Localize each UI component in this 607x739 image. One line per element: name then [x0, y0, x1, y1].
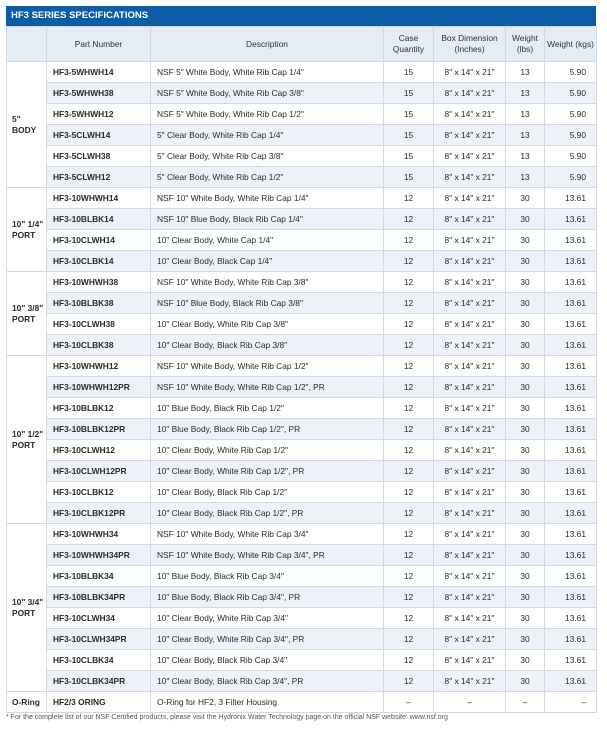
case-quantity-cell: 12: [384, 461, 434, 482]
part-number-cell: HF3-10CLWH12PR: [47, 461, 151, 482]
description-cell: 10" Clear Body, Black Rib Cap 3/4": [151, 650, 384, 671]
table-row: [7, 524, 597, 545]
part-number-cell: HF3-10CLBK14: [47, 251, 151, 272]
description-cell: NSF 10" Blue Body, Black Rib Cap 3/8": [151, 293, 384, 314]
weight-kgs-cell: 13.61: [545, 440, 597, 461]
table-row: [7, 608, 597, 629]
box-dimension-cell: 8" x 14" x 21": [434, 335, 506, 356]
case-quantity-cell: 12: [384, 503, 434, 524]
description-cell: 10" Clear Body, Black Rib Cap 1/2": [151, 482, 384, 503]
weight-lbs-cell: 30: [506, 650, 545, 671]
case-quantity-cell: 12: [384, 377, 434, 398]
weight-kgs-cell: 13.61: [545, 398, 597, 419]
part-number-cell: HF3-10BLBK34: [47, 566, 151, 587]
part-number-cell: HF3-10BLBK12PR: [47, 419, 151, 440]
table-row: [7, 482, 597, 503]
weight-kgs-cell: 13.61: [545, 419, 597, 440]
part-number-cell: HF3-10BLBK14: [47, 209, 151, 230]
part-number-cell: HF3-5CLWH12: [47, 167, 151, 188]
table-row: [7, 356, 597, 377]
weight-kgs-cell: 13.61: [545, 587, 597, 608]
case-quantity-cell: 12: [384, 482, 434, 503]
table-row: [7, 293, 597, 314]
description-cell: 10" Blue Body, Black Rib Cap 1/2", PR: [151, 419, 384, 440]
table-row: [7, 209, 597, 230]
case-quantity-cell: 15: [384, 146, 434, 167]
description-cell: 10" Clear Body, White Rib Cap 1/2", PR: [151, 461, 384, 482]
case-quantity-cell: 12: [384, 524, 434, 545]
part-number-cell: HF3-5CLWH38: [47, 146, 151, 167]
table-row: [7, 503, 597, 524]
weight-lbs-cell: 30: [506, 566, 545, 587]
weight-lbs-cell: 30: [506, 629, 545, 650]
weight-kgs-cell: 13.61: [545, 335, 597, 356]
weight-kgs-cell: 13.61: [545, 608, 597, 629]
description-cell: 10" Clear Body, Black Rib Cap 3/4", PR: [151, 671, 384, 692]
description-cell: 10" Clear Body, White Rib Cap 1/2": [151, 440, 384, 461]
part-number-cell: HF3-5CLWH14: [47, 125, 151, 146]
box-dimension-cell: 8" x 14" x 21": [434, 650, 506, 671]
weight-kgs-cell: 13.61: [545, 272, 597, 293]
table-row: [7, 335, 597, 356]
weight-lbs-cell: 13: [506, 83, 545, 104]
weight-lbs-cell: 30: [506, 377, 545, 398]
weight-kgs-cell: 13.61: [545, 209, 597, 230]
weight-kgs-cell: 13.61: [545, 377, 597, 398]
group-label: 10" 1/2" PORT: [7, 356, 47, 524]
table-row: [7, 62, 597, 83]
box-dimension-cell: 8" x 14" x 21": [434, 167, 506, 188]
box-dimension-cell: 8" x 14" x 21": [434, 398, 506, 419]
description-cell: 5" Clear Body, White Rib Cap 3/8": [151, 146, 384, 167]
box-dimension-cell: 8" x 14" x 21": [434, 524, 506, 545]
description-cell: 10" Clear Body, White Rib Cap 3/4", PR: [151, 629, 384, 650]
header-weight-lbs: Weight (lbs): [506, 27, 545, 62]
part-number-cell: HF3-5WHWH12: [47, 104, 151, 125]
header-group: [7, 27, 47, 62]
header-part-number: Part Number: [47, 27, 151, 62]
description-cell: NSF 5" White Body, White Rib Cap 3/8": [151, 83, 384, 104]
box-dimension-cell: 8" x 14" x 21": [434, 188, 506, 209]
weight-kgs-cell: 13.61: [545, 545, 597, 566]
weight-lbs-cell: 30: [506, 419, 545, 440]
weight-kgs-cell: 13.61: [545, 524, 597, 545]
weight-lbs-cell: 13: [506, 62, 545, 83]
case-quantity-cell: 12: [384, 671, 434, 692]
footnote: * For the complete list of our NSF Certified products, please visit the Hydronix Water Technology page on the official NSF website: www.nsf.org: [6, 714, 448, 721]
case-quantity-cell: 12: [384, 545, 434, 566]
group-label: 10" 1/4" PORT: [7, 188, 47, 272]
part-number-cell: HF3-5WHWH38: [47, 83, 151, 104]
box-dimension-cell: 8" x 14" x 21": [434, 314, 506, 335]
description-cell: NSF 10" White Body, White Rib Cap 1/2": [151, 356, 384, 377]
description-cell: 5" Clear Body, White Rib Cap 1/2": [151, 167, 384, 188]
case-quantity-cell: 12: [384, 356, 434, 377]
description-cell: NSF 10" Blue Body, Black Rib Cap 1/4": [151, 209, 384, 230]
table-row: [7, 146, 597, 167]
weight-lbs-cell: 30: [506, 440, 545, 461]
group-label: 10" 3/4" PORT: [7, 524, 47, 692]
header-case-quantity: Case Quantity: [384, 27, 434, 62]
description-cell: 10" Clear Body, White Rib Cap 3/4": [151, 608, 384, 629]
weight-lbs-cell: 30: [506, 482, 545, 503]
table-row: [7, 419, 597, 440]
table-row: [7, 566, 597, 587]
part-number-cell: HF3-10BLBK34PR: [47, 587, 151, 608]
part-number-cell: HF3-10WHWH12: [47, 356, 151, 377]
weight-lbs-cell: 30: [506, 587, 545, 608]
description-cell: 10" Clear Body, Black Rib Cap 1/2", PR: [151, 503, 384, 524]
table-row: [7, 545, 597, 566]
weight-lbs-cell: 30: [506, 524, 545, 545]
table-row: [7, 650, 597, 671]
case-quantity-cell: 12: [384, 398, 434, 419]
group-label: O-Ring: [7, 692, 47, 713]
weight-lbs-cell: 30: [506, 398, 545, 419]
part-number-cell: HF3-10CLWH14: [47, 230, 151, 251]
weight-kgs-cell: 13.61: [545, 230, 597, 251]
table-row: [7, 188, 597, 209]
weight-lbs-cell: 30: [506, 188, 545, 209]
description-cell: 10" Clear Body, Black Rib Cap 3/8": [151, 335, 384, 356]
part-number-cell: HF3-10BLBK38: [47, 293, 151, 314]
description-cell: 10" Blue Body, Black Rib Cap 3/4", PR: [151, 587, 384, 608]
weight-lbs-cell: 30: [506, 272, 545, 293]
weight-lbs-cell: 30: [506, 545, 545, 566]
box-dimension-cell: 8" x 14" x 21": [434, 293, 506, 314]
weight-lbs-cell: 30: [506, 356, 545, 377]
part-number-cell: HF3-10CLBK38: [47, 335, 151, 356]
weight-lbs-cell: 30: [506, 335, 545, 356]
weight-kgs-cell: 5.90: [545, 83, 597, 104]
box-dimension-cell: 8" x 14" x 21": [434, 209, 506, 230]
weight-kgs-cell: 13.61: [545, 671, 597, 692]
description-cell: 10" Blue Body, Black Rib Cap 1/2": [151, 398, 384, 419]
weight-lbs-cell: –: [506, 692, 545, 713]
case-quantity-cell: 12: [384, 587, 434, 608]
case-quantity-cell: 12: [384, 272, 434, 293]
part-number-cell: HF3-10WHWH34PR: [47, 545, 151, 566]
case-quantity-cell: 15: [384, 167, 434, 188]
part-number-cell: HF3-10WHWH38: [47, 272, 151, 293]
description-cell: NSF 10" White Body, White Rib Cap 1/2", PR: [151, 377, 384, 398]
case-quantity-cell: 12: [384, 314, 434, 335]
weight-lbs-cell: 30: [506, 461, 545, 482]
weight-kgs-cell: 13.61: [545, 314, 597, 335]
case-quantity-cell: 12: [384, 440, 434, 461]
part-number-cell: HF3-10CLWH34PR: [47, 629, 151, 650]
box-dimension-cell: 8" x 14" x 21": [434, 419, 506, 440]
part-number-cell: HF3-10CLWH12: [47, 440, 151, 461]
table-row: [7, 314, 597, 335]
box-dimension-cell: 8" x 14" x 21": [434, 671, 506, 692]
weight-kgs-cell: 13.61: [545, 503, 597, 524]
description-cell: 10" Clear Body, White Cap 1/4": [151, 230, 384, 251]
box-dimension-cell: 8" x 14" x 21": [434, 629, 506, 650]
weight-kgs-cell: 13.61: [545, 461, 597, 482]
description-cell: 10" Blue Body, Black Rib Cap 3/4": [151, 566, 384, 587]
table-row: [7, 671, 597, 692]
table-title: HF3 SERIES SPECIFICATIONS: [6, 6, 596, 26]
description-cell: 5" Clear Body, White Rib Cap 1/4": [151, 125, 384, 146]
box-dimension-cell: 8" x 14" x 21": [434, 377, 506, 398]
description-cell: O-Ring for HF2, 3 Filter Housing: [151, 692, 384, 713]
group-label: 5" BODY: [7, 62, 47, 188]
case-quantity-cell: 12: [384, 608, 434, 629]
weight-lbs-cell: 30: [506, 671, 545, 692]
weight-kgs-cell: –: [545, 692, 597, 713]
box-dimension-cell: 8" x 14" x 21": [434, 251, 506, 272]
box-dimension-cell: 8" x 14" x 21": [434, 62, 506, 83]
header-weight-kgs: Weight (kgs): [545, 27, 597, 62]
table-row: [7, 587, 597, 608]
description-cell: NSF 10" White Body, White Rib Cap 1/4": [151, 188, 384, 209]
weight-kgs-cell: 5.90: [545, 62, 597, 83]
part-number-cell: HF3-10CLBK34: [47, 650, 151, 671]
box-dimension-cell: 8" x 14" x 21": [434, 566, 506, 587]
box-dimension-cell: 8" x 14" x 21": [434, 83, 506, 104]
case-quantity-cell: 15: [384, 125, 434, 146]
weight-lbs-cell: 13: [506, 125, 545, 146]
description-cell: 10" Clear Body, White Rib Cap 3/8": [151, 314, 384, 335]
table-row: [7, 440, 597, 461]
part-number-cell: HF3-10CLWH34: [47, 608, 151, 629]
spec-sheet: [6, 6, 596, 713]
box-dimension-cell: 8" x 14" x 21": [434, 482, 506, 503]
weight-lbs-cell: 30: [506, 608, 545, 629]
part-number-cell: HF3-10CLBK34PR: [47, 671, 151, 692]
description-cell: NSF 5" White Body, White Rib Cap 1/2": [151, 104, 384, 125]
weight-kgs-cell: 5.90: [545, 104, 597, 125]
case-quantity-cell: 12: [384, 335, 434, 356]
case-quantity-cell: 15: [384, 83, 434, 104]
part-number-cell: HF3-10CLBK12: [47, 482, 151, 503]
box-dimension-cell: 8" x 14" x 21": [434, 461, 506, 482]
case-quantity-cell: 15: [384, 62, 434, 83]
description-cell: NSF 5" White Body, White Rib Cap 1/4": [151, 62, 384, 83]
weight-lbs-cell: 30: [506, 293, 545, 314]
box-dimension-cell: 8" x 14" x 21": [434, 545, 506, 566]
part-number-cell: HF3-10CLBK12PR: [47, 503, 151, 524]
box-dimension-cell: 8" x 14" x 21": [434, 608, 506, 629]
weight-kgs-cell: 5.90: [545, 167, 597, 188]
weight-lbs-cell: 30: [506, 230, 545, 251]
box-dimension-cell: 8" x 14" x 21": [434, 125, 506, 146]
case-quantity-cell: 12: [384, 251, 434, 272]
box-dimension-cell: 8" x 14" x 21": [434, 440, 506, 461]
description-cell: 10" Clear Body, Black Cap 1/4": [151, 251, 384, 272]
header-description: Description: [151, 27, 384, 62]
weight-kgs-cell: 13.61: [545, 188, 597, 209]
case-quantity-cell: 12: [384, 230, 434, 251]
part-number-cell: HF2/3 ORING: [47, 692, 151, 713]
weight-kgs-cell: 5.90: [545, 125, 597, 146]
table-row: [7, 104, 597, 125]
part-number-cell: HF3-10WHWH14: [47, 188, 151, 209]
table-row: [7, 377, 597, 398]
weight-kgs-cell: 13.61: [545, 356, 597, 377]
case-quantity-cell: 12: [384, 293, 434, 314]
case-quantity-cell: 12: [384, 209, 434, 230]
box-dimension-cell: 8" x 14" x 21": [434, 503, 506, 524]
box-dimension-cell: 8" x 14" x 21": [434, 587, 506, 608]
weight-lbs-cell: 30: [506, 503, 545, 524]
box-dimension-cell: 8" x 14" x 21": [434, 230, 506, 251]
weight-kgs-cell: 13.61: [545, 482, 597, 503]
weight-lbs-cell: 30: [506, 209, 545, 230]
part-number-cell: HF3-10WHWH34: [47, 524, 151, 545]
weight-kgs-cell: 13.61: [545, 293, 597, 314]
header-box-dimension: Box Dimension (Inches): [434, 27, 506, 62]
part-number-cell: HF3-10WHWH12PR: [47, 377, 151, 398]
case-quantity-cell: 15: [384, 104, 434, 125]
weight-kgs-cell: 5.90: [545, 146, 597, 167]
table-body: [7, 62, 597, 713]
description-cell: NSF 10" White Body, White Rib Cap 3/4", PR: [151, 545, 384, 566]
table-row: [7, 230, 597, 251]
description-cell: NSF 10" White Body, White Rib Cap 3/8": [151, 272, 384, 293]
part-number-cell: HF3-10BLBK12: [47, 398, 151, 419]
table-row: [7, 83, 597, 104]
table-row: [7, 125, 597, 146]
table-row: [7, 398, 597, 419]
part-number-cell: HF3-5WHWH14: [47, 62, 151, 83]
box-dimension-cell: 8" x 14" x 21": [434, 272, 506, 293]
weight-kgs-cell: 13.61: [545, 251, 597, 272]
table-row: [7, 272, 597, 293]
weight-lbs-cell: 30: [506, 314, 545, 335]
description-cell: NSF 10" White Body, White Rib Cap 3/4": [151, 524, 384, 545]
part-number-cell: HF3-10CLWH38: [47, 314, 151, 335]
case-quantity-cell: 12: [384, 419, 434, 440]
spec-table: [6, 26, 597, 713]
case-quantity-cell: –: [384, 692, 434, 713]
weight-kgs-cell: 13.61: [545, 566, 597, 587]
case-quantity-cell: 12: [384, 566, 434, 587]
table-row: [7, 629, 597, 650]
case-quantity-cell: 12: [384, 650, 434, 671]
table-row: [7, 251, 597, 272]
header-row: [7, 27, 597, 62]
table-row: [7, 461, 597, 482]
weight-lbs-cell: 13: [506, 146, 545, 167]
weight-lbs-cell: 13: [506, 167, 545, 188]
box-dimension-cell: 8" x 14" x 21": [434, 146, 506, 167]
weight-lbs-cell: 30: [506, 251, 545, 272]
box-dimension-cell: –: [434, 692, 506, 713]
box-dimension-cell: 8" x 14" x 21": [434, 356, 506, 377]
weight-kgs-cell: 13.61: [545, 650, 597, 671]
table-row: [7, 167, 597, 188]
weight-lbs-cell: 13: [506, 104, 545, 125]
group-label: 10" 3/8" PORT: [7, 272, 47, 356]
table-row: [7, 692, 597, 713]
case-quantity-cell: 12: [384, 188, 434, 209]
weight-kgs-cell: 13.61: [545, 629, 597, 650]
case-quantity-cell: 12: [384, 629, 434, 650]
box-dimension-cell: 8" x 14" x 21": [434, 104, 506, 125]
